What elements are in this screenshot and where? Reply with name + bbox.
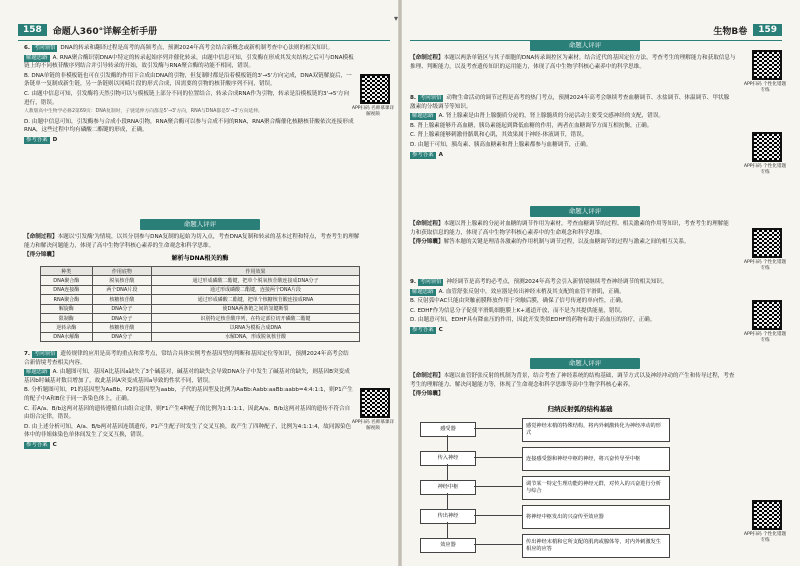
- diagram-note: 连接感受器和神经中枢的神经，将兴奋传导至中枢: [522, 447, 670, 471]
- diagram-arrow: [447, 464, 448, 480]
- diagram-node: 传出神经: [420, 509, 476, 524]
- q9-option-a: A. 血管舒张反射中，效应器是传出神经末梢及其支配的血管平滑肌，正确。: [438, 288, 625, 295]
- diagram-arrow: [447, 493, 448, 509]
- table-cell: 通过形成磷酸二酯键，把单个脱氧核苷酸连接成DNA分子: [152, 276, 360, 285]
- qr-code-2[interactable]: [360, 388, 390, 418]
- comment-bot-text: 本题以血管舒张反射的机制为背景，结合考查了神经系统的结构基础，调节方式以及神经冲动的产生和传导过程，考查考生的理解能力、解决问题能力等，体现了生命观念和科学思维等高中生物学科核心素养。: [410, 373, 735, 388]
- table-cell: 使DNA两条链之间的氢键断裂: [152, 304, 360, 313]
- diagram-connector: [474, 544, 522, 545]
- table-cell: RNA聚合酶: [41, 295, 93, 304]
- left-banner-1: 命题人评评: [140, 219, 260, 230]
- table-title: 解析与DNA相关的酶: [171, 255, 229, 262]
- q8-option-b: B. 肾上腺素能够升高血糖，胰岛素能起到降低血糖的作用，两者在血糖调节方面互相抗衡，正确。: [410, 122, 653, 129]
- table-cell: DNA分子: [92, 304, 151, 313]
- diagram-note: 传出神经末梢和它所支配的肌肉或腺体等，对内外刺激发生相应的应答: [522, 534, 670, 558]
- table-row: [41, 332, 360, 341]
- comment-mid-label: 【命制过程】: [410, 221, 444, 227]
- diagram-connector: [474, 486, 522, 487]
- right-banner-bot: 命题人评评: [530, 358, 640, 369]
- table-header-cell: 作用效果: [152, 267, 360, 276]
- q7-option-c: C. 若A/a、B/b这两对基因的遗传遵循自由组合定律，则F1产生4种配子的比例为1:1:1:1，因此A/a、B/b这两对基因的遗传不符合自由组合定律，错误。: [24, 405, 351, 421]
- table-cell: DNA聚合酶: [41, 276, 93, 285]
- q9-number: 9.: [410, 279, 417, 285]
- diagram-arrow: [447, 522, 448, 538]
- table-cell: 以RNA为模板合成DNA: [152, 323, 360, 332]
- diagram-note: 调节某一特定生理功能的神经元群，对传入的兴奋进行分析与综合: [522, 476, 670, 500]
- table-body: [41, 276, 360, 342]
- qr-caption-2: APP扫码 名师慕课详解视频: [351, 420, 395, 431]
- qr-caption-4: APP扫码 个性化错题专练: [743, 164, 787, 175]
- comment-bot: [410, 372, 740, 400]
- diagram-note: 将神经中枢发出的兴奋传至效应器: [522, 505, 670, 529]
- q9-option-d: D. 由题意可知，EDHF具有降血压的作用，因此开发类似EDHF的药物有助于高血压的治疗，正确。: [410, 317, 656, 324]
- table-header-cell: 作用底物: [92, 267, 151, 276]
- q6-intro: DNA的转录和翻译过程是高考的高频考点，预测2024年高考会结合新概念或新机制考查中心法则的相关知识。: [60, 45, 334, 51]
- left-header-title: 命题人360°详解全析手册: [52, 26, 158, 37]
- table-cell: 通过形成磷酸二酯键，连接两个DNA片段: [152, 285, 360, 294]
- comment-top-label: 【命制过程】: [410, 55, 444, 61]
- q6-option-c-note: 人教版高中生物学必修2第69页：DNA复制时，子链延伸方向都是5'→3'方向，RNA与DNA都是5'→3'方向延伸。: [24, 109, 263, 115]
- qr-code-6[interactable]: [752, 300, 782, 330]
- q6-option-b: B. DNA单链的非模板链也可在引发酶的作用下合成由DNA的引物，但复制时都是沿着模板链的3'→5'方向完成，DNA双链解旋后，一条链单一复制成新生链，另一条链则以冈崎片段的形式合成，因需要的引物的核苷酸序列不同，错误。: [24, 72, 352, 88]
- q7-intro: 遗传规律的应用是高考的重点和常考点，常结合具体实例考查基因型的判断和基因定位等知识，预测2024年高考会结合新情境考查相关内容。: [24, 351, 349, 366]
- diagram-node: 神经中枢: [420, 480, 476, 495]
- left-header-rule: [18, 40, 390, 41]
- table-label: 【得分锦囊】: [24, 252, 58, 259]
- comment-bot-label: 【命制过程】: [410, 373, 444, 379]
- comment-bot-label2: 【得分锦囊】: [410, 391, 444, 398]
- right-banner-mid: 命题人评评: [530, 206, 640, 217]
- diagram-connector: [474, 428, 522, 429]
- table-cell: 通过形成磷酸二酯键，把单个核糖核苷酸连接成RNA: [152, 295, 360, 304]
- table-cell: DNA水解酶: [41, 332, 93, 341]
- table-cell: 逆转录酶: [41, 323, 93, 332]
- q8-answer: A: [438, 151, 443, 158]
- q6-analysis-tag: 解题思路: [26, 54, 48, 61]
- q9-answer: C: [438, 326, 443, 333]
- q7-option-a: A. 由题图可知，基因A比基因a缺失了3个碱基对，碱基对的缺失会导致DNA分子中发生了碱基对的缺失，则基因B突变成基因b时碱基对数目增加了，故此基因A突变成基因a导致的性状不同，错误。: [24, 369, 350, 384]
- q8-intro: 动物生命活动的调节过程是高考的热门考点，预测2024年高考会继续考查血糖调节、水盐调节、体温调节、甲状腺激素的分级调节等知识。: [410, 95, 730, 110]
- q6-answer-label: 参考答案: [26, 136, 48, 143]
- table-cell: 核糖核苷酸: [92, 323, 151, 332]
- right-page: [400, 0, 800, 566]
- table-cell: 限制酶: [41, 313, 93, 322]
- q7-number: 7.: [24, 351, 31, 357]
- qr-caption-7: APP扫码 个性化错题专练: [743, 532, 787, 543]
- comment-mid-label2: 【得分锦囊】: [410, 239, 444, 246]
- diagram-node: 感受器: [420, 422, 476, 437]
- table-cell: 水解DNA，形成脱氧核苷酸: [152, 332, 360, 341]
- table-cell: 核糖核苷酸: [92, 295, 151, 304]
- binding-mark: ▾: [394, 14, 399, 23]
- q7-option-d: D. 由上述分析可知，A/a、B/b两对基因连锁遗传，P1产生配子时发生了交叉互换，故产生了四种配子，比例为4:1:1:4，故同源染色体中的非姐妹染色单体间发生了交叉互换，错误。: [24, 423, 352, 439]
- q7-option-b: B. 分析题图可知，P1的基因型为AaBb，P2的基因型为aabb，子代的基因型及比例为AaBb:Aabb:aaBb:aabb=4:4:1:1，则P1产生的配子中A和B位于同一条染色体上，正确。: [24, 387, 353, 402]
- diagram-connector: [474, 457, 522, 458]
- table-row: [41, 313, 360, 322]
- q9-intro: 神经调节是高考的必考点，预测2024年高考会引入新情境继续考查神经调节的相关知识。: [446, 279, 668, 285]
- table-header-row: [41, 267, 360, 276]
- q6-answer: D: [52, 136, 58, 143]
- right-header-title: 生物B卷: [713, 26, 748, 37]
- q7-analysis-tag: 解题思路: [26, 369, 48, 376]
- comment-top: [410, 54, 740, 72]
- table-cell: 识别特定核苷酸序列，在特定部位切开磷酸二酯键: [152, 313, 360, 322]
- q9-option-b: B. 反射弧中AC只能由突触前膜释放作用于突触后膜，确保了信号传递的单向性，正确。: [410, 298, 627, 305]
- table-cell: 解旋酶: [41, 304, 93, 313]
- diagram-arrow: [447, 435, 448, 451]
- diagram-note: 感觉神经末梢的特殊结构，将内外刺激转化为神经冲动的形式: [522, 418, 670, 442]
- q8-option-d: D. 由题干可知，胰岛素、胰高血糖素和肾上腺素都参与血糖调节，正确。: [410, 141, 592, 148]
- right-page-number: 159: [753, 24, 782, 36]
- enzyme-table: [40, 266, 360, 342]
- q6-option-d: D. 由题中信息可知，引发酶参与合成小段RNA引物，RNA聚合酶可以参与合成不同的RNA，RNA聚合酶催化核糖核苷酸依次连接形成RNA，这些过程中均有磷酸二酯键的形成，正确。: [24, 118, 354, 134]
- q9-block: [410, 278, 730, 336]
- table-cell: DNA分子: [92, 313, 151, 322]
- table-cell: DNA分子: [92, 332, 151, 341]
- q8-option-c: C. 肾上腺素能够刺激骨骼肌和心肌，其效果属于神经-体液调节，错误。: [410, 132, 588, 139]
- q6-number: 6.: [24, 45, 31, 51]
- left-header: [18, 22, 157, 38]
- qr-code-4[interactable]: [752, 132, 782, 162]
- comment-top-text: 本题以两条单链区与其子细胞的DNA转录调控区为素材，结合近代的基因定位方法，考查考生的理解能力和获取信息与推理、判断能力，以及考查遗传知识的运用能力，体现了高中生物学科核心素养中的科学思维。: [410, 55, 736, 70]
- table-row: [41, 304, 360, 313]
- table-cell: DNA连接酶: [41, 285, 93, 294]
- comment-mid-text2: 解答本题的关键是理清各激素的作用机制与调节过程，以及血糖调节的过程与激素之间的相互关系。: [443, 239, 690, 246]
- table-cell: 脱氧核苷酸: [92, 276, 151, 285]
- table-header-cell: 种类: [41, 267, 93, 276]
- q7-tag: 考向领悟: [33, 351, 56, 357]
- q9-answer-label: 参考答案: [412, 326, 434, 333]
- q7-answer: C: [52, 441, 57, 448]
- qr-caption-6: APP扫码 个性化错题专练: [743, 332, 787, 343]
- table-row: [41, 285, 360, 294]
- table-row: [41, 276, 360, 285]
- q8-answer-label: 参考答案: [412, 151, 434, 158]
- q6-tag: 考向领悟: [33, 45, 56, 51]
- comment-mid-text: 本题以肾上腺素的分泌对血糖的调节作用为素材，考查血糖调节的过程、相关激素的作用等知识，考查考生的理解能力和获取信息的能力，体现了高中生物学科核心素养中的生命观念和科学思维。: [410, 221, 729, 236]
- q8-analysis-tag: 解题思路: [412, 113, 434, 120]
- q6-option-c: C. 由题中信息可知，引发酶将天然引物可以与模板链上部分不同的位置结合，转录合成RNA作为引物，转录是沿模板链的3'→5'方向进行，错误。: [24, 90, 350, 106]
- qr-code-3[interactable]: [752, 50, 782, 80]
- table-row: [41, 295, 360, 304]
- q6-option-a: A. RNA聚合酶识别DNA中特定的转录起始序列并催化转录，由题中信息可知，引发酶在形成其发夹结构之后可与DNA模板链上的不同核苷酸序列结合并引导转录的开始，故引发酶与RNA聚合酶的功能不相同，错误。: [24, 54, 354, 70]
- qr-caption-5: APP扫码 个性化错题专练: [743, 260, 787, 271]
- q7-block: [24, 350, 354, 451]
- q6-block: [24, 44, 354, 146]
- q8-number: 8.: [410, 95, 417, 101]
- qr-code-5[interactable]: [752, 228, 782, 258]
- diagram-node: 传入神经: [420, 451, 476, 466]
- q8-option-a: A. 肾上腺素是由肾上腺髓质分泌的，肾上腺髓质的分泌活动主要受交感神经的支配，错误。: [438, 113, 665, 120]
- comment-1-text: 本题以'引发酶'为情境，以其分别参与DNA复制的起始为切入点，考查DNA复制和转录的基本过程和特点，考查考生的理解能力和解决问题能力，体现了高中生物学科核心素养的生命观念和科学思维。: [24, 234, 360, 249]
- q9-tag: 考向领悟: [419, 279, 442, 285]
- q8-block: [410, 94, 730, 160]
- comment-mid: [410, 220, 730, 248]
- diagram-node: 效应器: [420, 538, 476, 553]
- comment-1-label: 【命制过程】: [24, 234, 58, 240]
- q9-analysis-tag: 解题思路: [412, 288, 434, 295]
- q7-answer-label: 参考答案: [26, 441, 48, 448]
- right-header: [713, 22, 782, 38]
- q9-option-c: C. EDHF作为信息分子促使平滑肌细胞膜上K+通道开放，而不是为其提供能量，错误。: [410, 307, 626, 314]
- diagram-connector: [474, 515, 522, 516]
- qr-caption-1: APP扫码 名师慕课详解视频: [351, 106, 395, 117]
- left-page-number: 158: [18, 24, 47, 36]
- right-banner-top: 命题人评评: [530, 40, 640, 51]
- qr-code-1[interactable]: [360, 74, 390, 104]
- qr-caption-3: APP扫码 个性化错题专练: [743, 82, 787, 93]
- table-row: [41, 323, 360, 332]
- table-cell: 两个DNA片段: [92, 285, 151, 294]
- qr-code-7[interactable]: [752, 500, 782, 530]
- diagram-title: 归纳反射弧的结构基础: [547, 405, 613, 413]
- q8-tag: 考向领悟: [419, 95, 442, 101]
